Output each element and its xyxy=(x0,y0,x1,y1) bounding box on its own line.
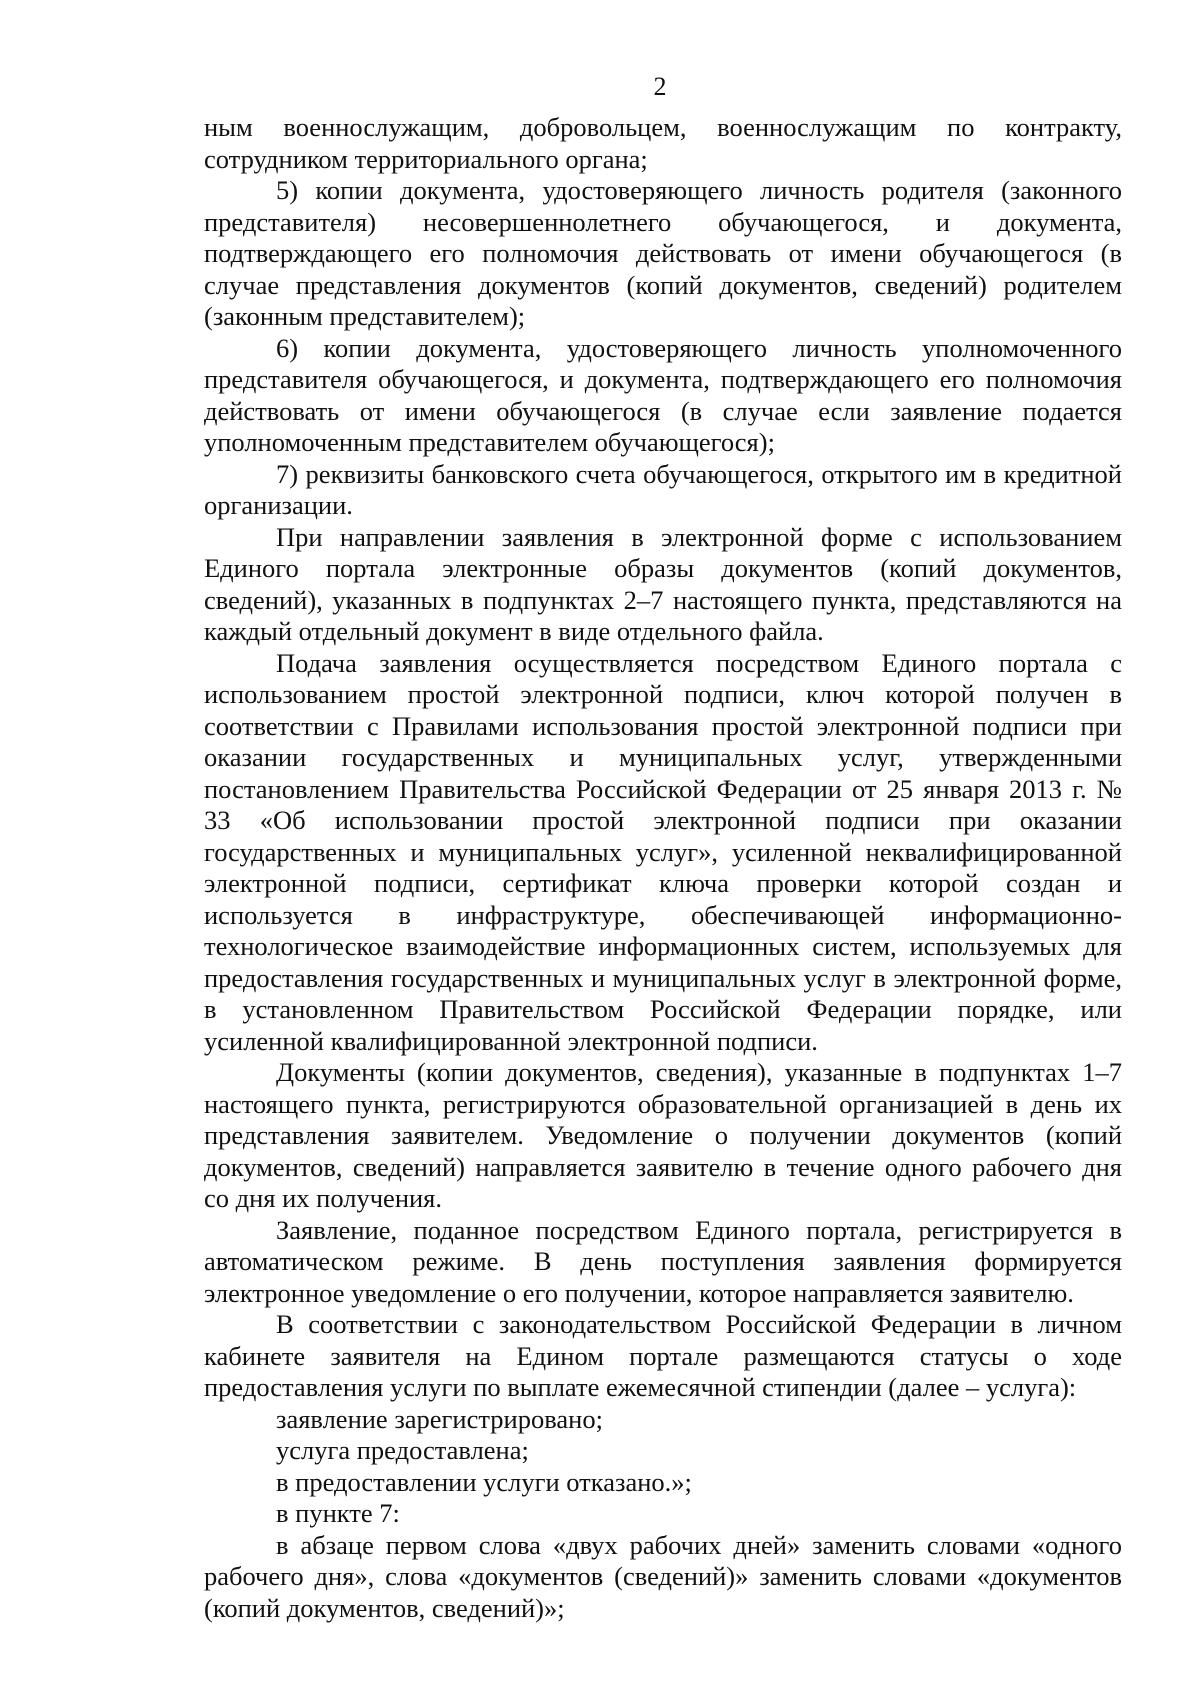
status-list-item: в предоставлении услуги отказано.»; xyxy=(276,1466,692,1497)
paragraph: ным военнослужащим, добровольцем, военнослужащим по контракту, сотрудником территориального органа; xyxy=(204,112,1122,174)
status-list-item: услуга предоставлена; xyxy=(276,1435,529,1465)
paragraph: При направлении заявления в электронной форме с использованием Единого портала электронные образы документов (копий документов, сведений), указанных в подпунктах 2–7 настоящего пункта, представляются на каждый отдельный документ в виде отдельного файла. xyxy=(204,521,1122,646)
paragraph: В соответствии с законодательством Российской Федерации в личном кабинете заявителя на Едином портале размещаются статусы о ходе предоставления услуги по выплате ежемесячной стипендии (далее – услуга): xyxy=(204,1309,1122,1402)
paragraph: Заявление, поданное посредством Единого портала, регистрируется в автоматическом режиме. В день поступления заявления формируется электронное уведомление о его получении, которое направляется заявителю. xyxy=(204,1214,1122,1308)
paragraph: 7) реквизиты банковского счета обучающегося, открытого им в кредитной организации. xyxy=(204,458,1122,520)
page-number: 2 xyxy=(653,72,667,101)
paragraph: Подача заявления осуществляется посредством Единого портала с использованием простой электронной подписи, ключ которой получен в соответствии с Правилами использования простой электронной подписи при оказании государственных и муниципальных услуг, утвержденными постановлением Правительства Российской Федерации от 25 января 2013 г. № 33 «Об использовании простой электронной подписи при оказании государственных и муниципальных услуг», усиленной неквалифицированной электронной подписи, сертификат ключа проверки которой создан и используется в инфраструктуре, обеспечивающей информационно-технологическое взаимодействие информационных систем, используемых для предоставления государственных и муниципальных услуг в электронной форме, в установленном Правительством Российской Федерации порядке, или усиленной квалифицированной электронной подписи. xyxy=(204,647,1122,1056)
paragraph: 6) копии документа, удостоверяющего личность уполномоченного представителя обучающегося, и документа, подтверждающего его полномочия действовать от имени обучающегося (в случае если заявление подается уполномоченным представителем обучающегося); xyxy=(204,332,1122,457)
paragraph: Документы (копии документов, сведения), указанные в подпунктах 1–7 настоящего пункта, регистрируются образовательной организацией в день их представления заявителем. Уведомление о получении документов (копий документов, сведений) направляется заявителю в течение одного рабочего дня со дня их получения. xyxy=(204,1057,1122,1213)
document-body xyxy=(204,112,1122,1624)
paragraph: в абзаце первом слова «двух рабочих дней» заменить словами «одного рабочего дня», слова «документов (сведений)» заменить словами «документов (копий документов, сведений)»; xyxy=(204,1529,1122,1623)
paragraph: в пункте 7: xyxy=(276,1498,400,1528)
status-list-item: заявление зарегистрировано; xyxy=(276,1403,603,1434)
paragraph: 5) копии документа, удостоверяющего личность родителя (законного представителя) несовершеннолетнего обучающегося, и документа, подтверждающего его полномочия действовать от имени обучающегося (в случае представления документов (копий документов, сведений) родителем (законным представителем); xyxy=(204,175,1122,331)
